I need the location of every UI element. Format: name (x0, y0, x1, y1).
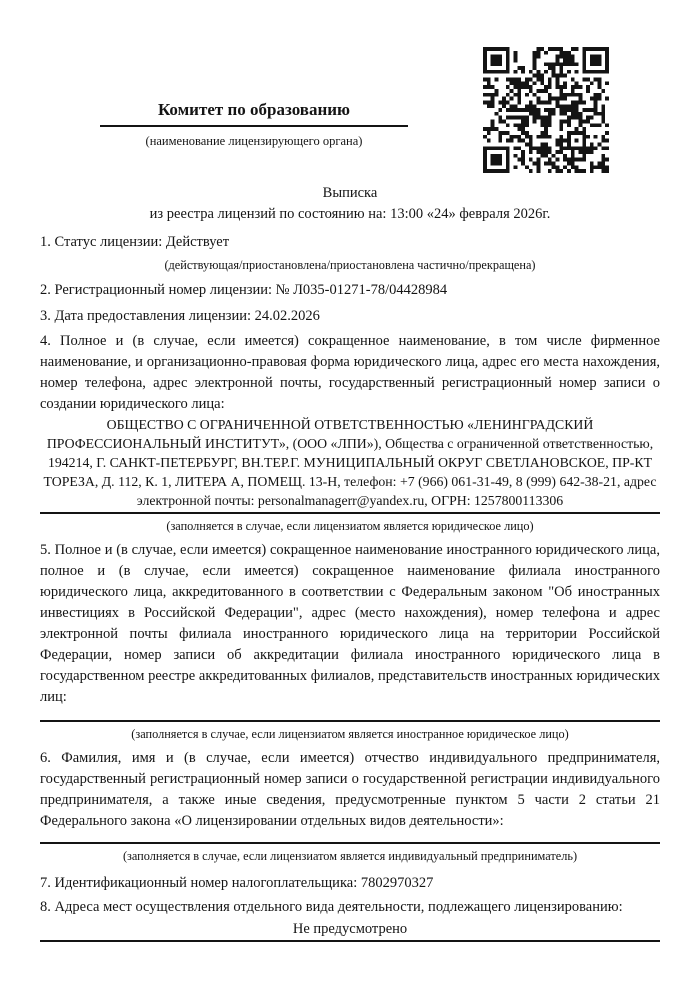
foreign-entity-clause: 5. Полное и (в случае, если имеется) сокращенное наименование иностранного юридического лица, полное и (в случае, если имеется) сокращенное наименование филиала иностранного юридического лица, аккредитованного в соответствии с Федеральным законом "Об иностранных инвестициях в Российской Федерации", адрес (место нахождения), номер телефона и адрес электронной почты филиала иностранного юридического лица на территории Российской Федерации, номер записи об аккредитации филиала иностранного юридического лица в государственном реестре аккредитованных филиалов, представительств иностранных юридических лиц: (40, 542, 660, 705)
divider-entrepreneur (40, 842, 660, 844)
document-body (40, 183, 660, 942)
divider-bottom (40, 940, 660, 942)
activity-addresses-line: 8. Адреса мест осуществления отдельного вида деятельности, подлежащего лицензированию: (40, 899, 623, 915)
license-status-caption: (действующая/приостановлена/приостановлена частично/прекращена) (164, 258, 536, 272)
entrepreneur-caption: (заполняется в случае, если лицензиатом является индивидуальный предприниматель) (122, 849, 578, 863)
authority-name: Комитет по образованию (100, 99, 408, 127)
document-subtitle: из реестра лицензий по состоянию на: 13:00 «24» февраля 2026г. (149, 206, 551, 222)
authority-caption: (наименование лицензирующего органа) (145, 134, 363, 148)
license-date-line: 3. Дата предоставления лицензии: 24.02.2026 (40, 308, 320, 324)
registration-number-line: 2. Регистрационный номер лицензии: № Л035-01271-78/04428984 (40, 282, 448, 298)
entrepreneur-clause: 6. Фамилия, имя и (в случае, если имеется) отчество индивидуального предпринимателя, государственный регистрационный номер записи о государственной регистрации индивидуального предпринимателя, а также иные сведения, предусмотренные пунктом 5 части 2 статьи 21 Федерального закона «О лицензировании отдельных видов деятельности»: (40, 750, 660, 829)
divider-foreign-entity (40, 720, 660, 722)
foreign-entity-caption: (заполняется в случае, если лицензиатом является иностранное юридическое лицо) (131, 727, 569, 741)
qr-code-icon (483, 47, 609, 173)
document-title: Выписка (322, 185, 378, 201)
legal-entity-caption: (заполняется в случае, если лицензиатом является юридическое лицо) (166, 519, 534, 533)
legal-entity-details: ОБЩЕСТВО С ОГРАНИЧЕННОЙ ОТВЕТСТВЕННОСТЬЮ «ЛЕНИНГРАДСКИЙ ПРОФЕССИОНАЛЬНЫЙ ИНСТИТУТ», (ООО «ЛПИ»), Общества с ограниченной ответственностью, 194214, Г. САНКТ-ПЕТЕРБУРГ, ВН.ТЕР.Г. МУНИЦИПАЛЬНЫЙ ОКРУГ СВЕТЛАНОВСКОЕ, ПР-КТ ТОРЕЗА, Д. 112, К. 1, ЛИТЕРА А, ПОМЕЩ. 13-Н, телефон: +7 (966) 061-31-49, 8 (999) 642-38-21, адрес электронной почты: personalmanagerr@yandex.ru, ОГРН: 1257800113306 (43, 417, 657, 508)
licensing-authority-header (100, 99, 408, 149)
taxpayer-id-line: 7. Идентификационный номер налогоплательщика: 7802970327 (40, 875, 434, 891)
activity-addresses-value: Не предусмотрено (292, 921, 408, 937)
legal-entity-clause: 4. Полное и (в случае, если имеется) сокращенное наименование, в том числе фирменное наименование, и организационно-правовая форма юридического лица, адрес его места нахождения, номер телефона, адрес электронной почты, государственный регистрационный номер записи о создании юридического лица: (40, 333, 660, 412)
license-status-line: 1. Статус лицензии: Действует (40, 234, 230, 250)
divider-legal-entity (40, 512, 660, 514)
